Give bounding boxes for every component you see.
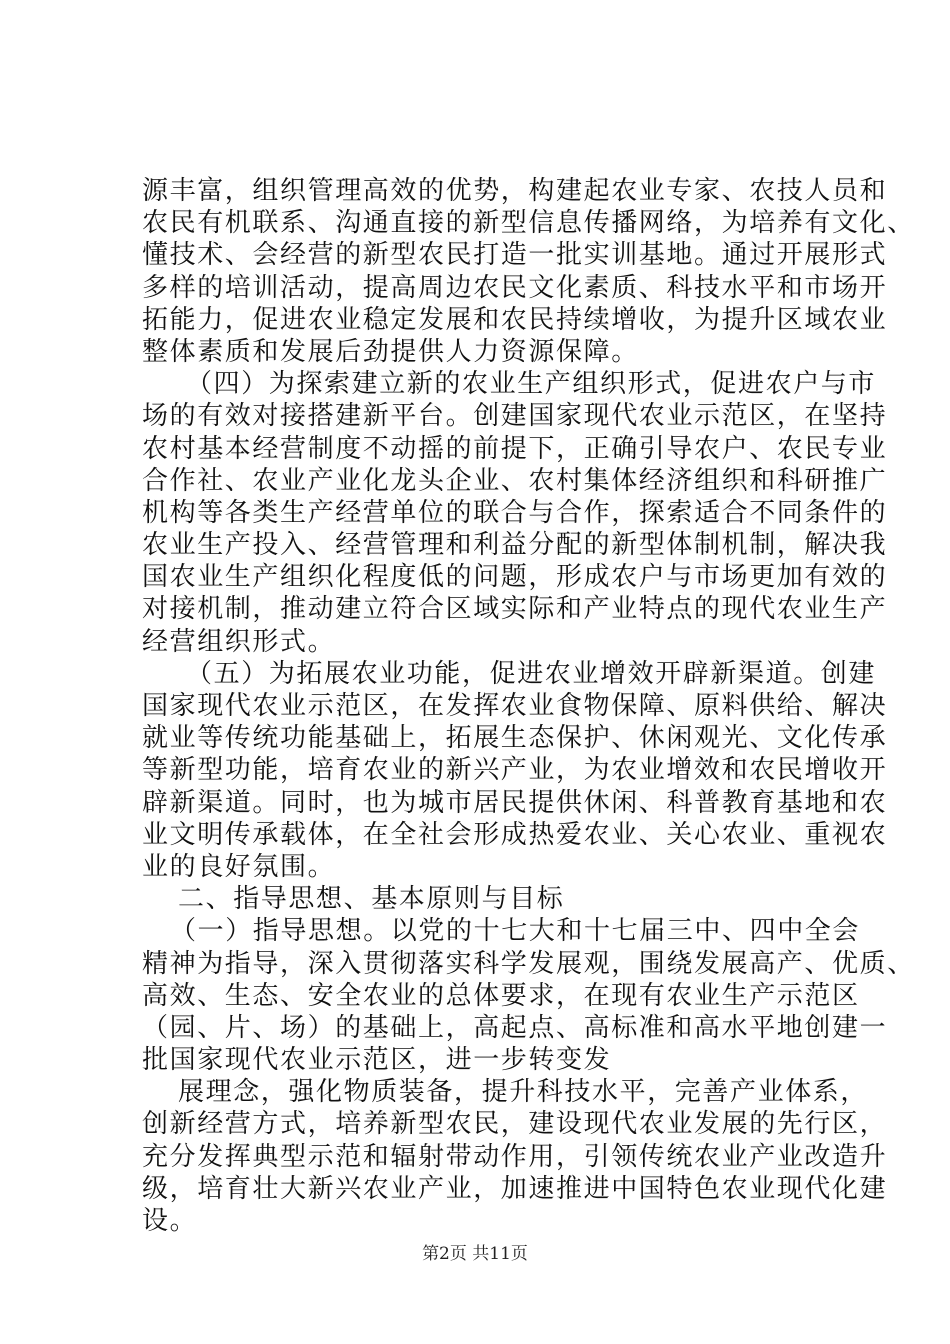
text-line: 拓能力，促进农业稳定发展和农民持续增收，为提升区域农业 — [142, 304, 888, 335]
text-line: 国农业生产组织化程度低的问题，形成农户与市场更加有效的 — [142, 562, 888, 593]
text-line: 农业生产投入、经营管理和利益分配的新型体制机制，解决我 — [142, 530, 888, 561]
text-line: 整体素质和发展后劲提供人力资源保障。 — [142, 336, 639, 367]
text-line: 农村基本经营制度不动摇的前提下，正确引导农户、农民专业 — [142, 433, 888, 464]
page-number-footer: 第2页 共11页 — [422, 1244, 528, 1264]
section-heading: 二、指导思想、基本原则与目标 — [178, 884, 565, 915]
text-line: 辟新渠道。同时，也为城市居民提供休闲、科普教育基地和农 — [142, 787, 888, 818]
text-line: 场的有效对接搭建新平台。创建国家现代农业示范区，在坚持 — [142, 401, 888, 432]
document-body — [142, 175, 915, 1237]
text-line: 级，培育壮大新兴农业产业，加速推进中国特色农业现代化建 — [142, 1173, 888, 1204]
text-line: 农民有机联系、沟通直接的新型信息传播网络，为培养有文化、 — [142, 208, 915, 239]
text-line: 国家现代农业示范区，在发挥农业食物保障、原料供给、解决 — [142, 691, 888, 721]
text-line: 经营组织形式。 — [142, 626, 336, 657]
text-line: 精神为指导，深入贯彻落实科学发展观，围绕发展高产、优质、 — [142, 948, 915, 979]
text-line: 对接机制，推动建立符合区域实际和产业特点的现代农业生产 — [142, 594, 888, 625]
text-line: 充分发挥典型示范和辐射带动作用，引领传统农业产业改造升 — [142, 1141, 888, 1172]
text-line: 懂技术、会经营的新型农民打造一批实训基地。通过开展形式 — [142, 240, 888, 271]
text-line: 机构等各类生产经营单位的联合与合作，探索适合不同条件的 — [142, 497, 888, 528]
text-line: 多样的培训活动，提高周边农民文化素质、科技水平和市场开 — [142, 272, 888, 303]
text-line: 源丰富，组织管理高效的优势，构建起农业专家、农技人员和 — [142, 176, 888, 206]
paragraph-start-line: （四）为探索建立新的农业生产组织形式，促进农户与市 — [186, 369, 877, 400]
paragraph-start-line: 展理念，强化物质装备，提升科技水平，完善产业体系， — [178, 1077, 869, 1108]
text-line: 合作社、农业产业化龙头企业、农村集体经济组织和科研推广 — [142, 465, 888, 496]
text-line: 批国家现代农业示范区，进一步转变发 — [142, 1045, 612, 1076]
text-line: 就业等传统功能基础上，拓展生态保护、休闲观光、文化传承 — [142, 723, 888, 754]
text-line: 业文明传承载体，在全社会形成热爱农业、关心农业、重视农 — [142, 819, 888, 850]
text-line: 业的良好氛围。 — [142, 851, 336, 882]
text-line: 创新经营方式，培养新型农民，建设现代农业发展的先行区， — [142, 1109, 888, 1140]
text-line: 设。 — [142, 1206, 198, 1236]
paragraph-start-line: （一）指导思想。以党的十七大和十七届三中、四中全会 — [170, 916, 861, 947]
text-line: 等新型功能，培育农业的新兴产业，为农业增效和农民增收开 — [142, 755, 888, 786]
paragraph-start-line: （五）为拓展农业功能，促进农业增效开辟新渠道。创建 — [186, 658, 877, 689]
text-line: 高效、生态、安全农业的总体要求，在现有农业生产示范区 — [142, 980, 860, 1011]
text-line: （园、片、场）的基础上，高起点、高标准和高水平地创建一 — [142, 1012, 888, 1043]
